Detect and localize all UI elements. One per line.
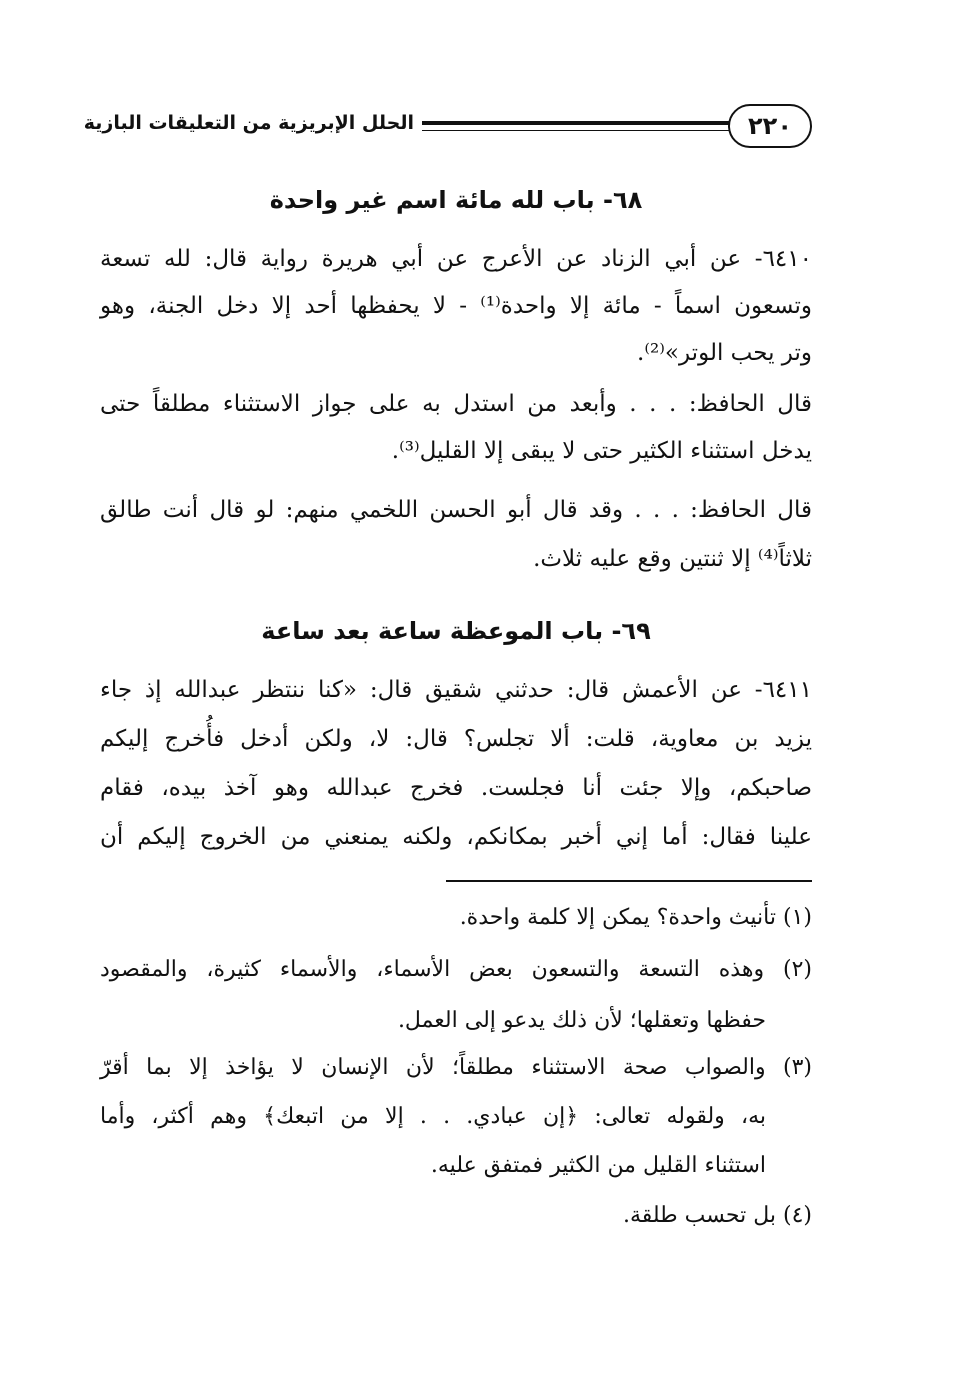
- footnote-2-line-2: حفظها وتعقلها؛ لأن ذلك يدعو إلى العمل.: [397, 1008, 766, 1033]
- header-rule: [422, 121, 730, 131]
- comment-2-line-2: ثلاثاً⁽⁴⁾ إلا ثنتين وقع عليه ثلاث.: [533, 546, 812, 572]
- hadith-6411-line-1: ٦٤١١- عن الأعمش قال: حدثني شقيق قال: «كنا ننتظر عبدالله إذ جاء: [100, 677, 812, 703]
- chapter-heading-69: ٦٩- باب الموعظة ساعة بعد ساعة: [261, 617, 651, 645]
- footnote-separator: [446, 880, 812, 882]
- footnote-3-line-1: (٣) والصواب صحة الاستثناء مطلقاً؛ لأن الإنسان لا يؤاخذ إلا بما أقرّ: [100, 1055, 812, 1080]
- running-header: [83, 104, 812, 154]
- comment-1-line-1: قال الحافظ: . . . وأبعد من استدل به على جواز الاستثناء مطلقاً حتى: [100, 391, 812, 417]
- comment-1-line-2: يدخل استثناء الكثير حتى لا يبقى إلا القليل⁽³⁾.: [391, 438, 812, 464]
- hadith-6411-line-4: علينا فقال: أما إني أخبر بمكانكم، ولكنه يمنعني من الخروج إليكم أن: [100, 824, 812, 850]
- chapter-heading-68: ٦٨- باب لله مائة اسم غير واحدة: [269, 186, 643, 214]
- footnote-3-line-2: به، ولقوله تعالى: ﴿إن عبادي. . . إلا من اتبعك﴾ وهم أكثر، وأما: [100, 1104, 766, 1129]
- hadith-6410-line-1: ٦٤١٠- عن أبي الزناد عن الأعرج عن أبي هريرة رواية قال: لله تسعة: [100, 246, 812, 272]
- hadith-6411-line-3: صاحبكم، وإلا جئت أنا فجلست. فخرج عبدالله وهو آخذ بيده، فقام: [100, 775, 812, 801]
- footnote-3-line-3: استثناء القليل من الكثير فمتفق عليه.: [430, 1153, 766, 1178]
- page-number: ٢٢٠: [728, 104, 812, 148]
- footnote-2-line-1: (٢) وهذه التسعة والتسعون بعض الأسماء، والأسماء كثيرة، والمقصود: [100, 957, 812, 982]
- hadith-6410-line-3: وتر يحب الوتر»⁽²⁾.: [637, 340, 812, 366]
- footnote-1: (١) تأنيث واحدة؟ يمكن إلا كلمة واحدة.: [459, 905, 812, 930]
- comment-2-line-1: قال الحافظ: . . . وقد قال أبو الحسن اللخمي منهم: لو قال أنت طالق: [100, 497, 812, 523]
- footnote-4: (٤) بل تحسب طلقة.: [622, 1203, 812, 1228]
- book-title: الحلل الإبريزية من التعليقات البازية: [83, 112, 414, 134]
- hadith-6411-line-2: يزيد بن معاوية، قلت: ألا تجلس؟ قال: لا، ولكن أدخل فأُخرج إليكم: [100, 726, 812, 752]
- hadith-6410-line-2: وتسعون اسماً - مائة إلا واحدة⁽¹⁾ - لا يحفظها أحد إلا دخل الجنة، وهو: [100, 293, 812, 319]
